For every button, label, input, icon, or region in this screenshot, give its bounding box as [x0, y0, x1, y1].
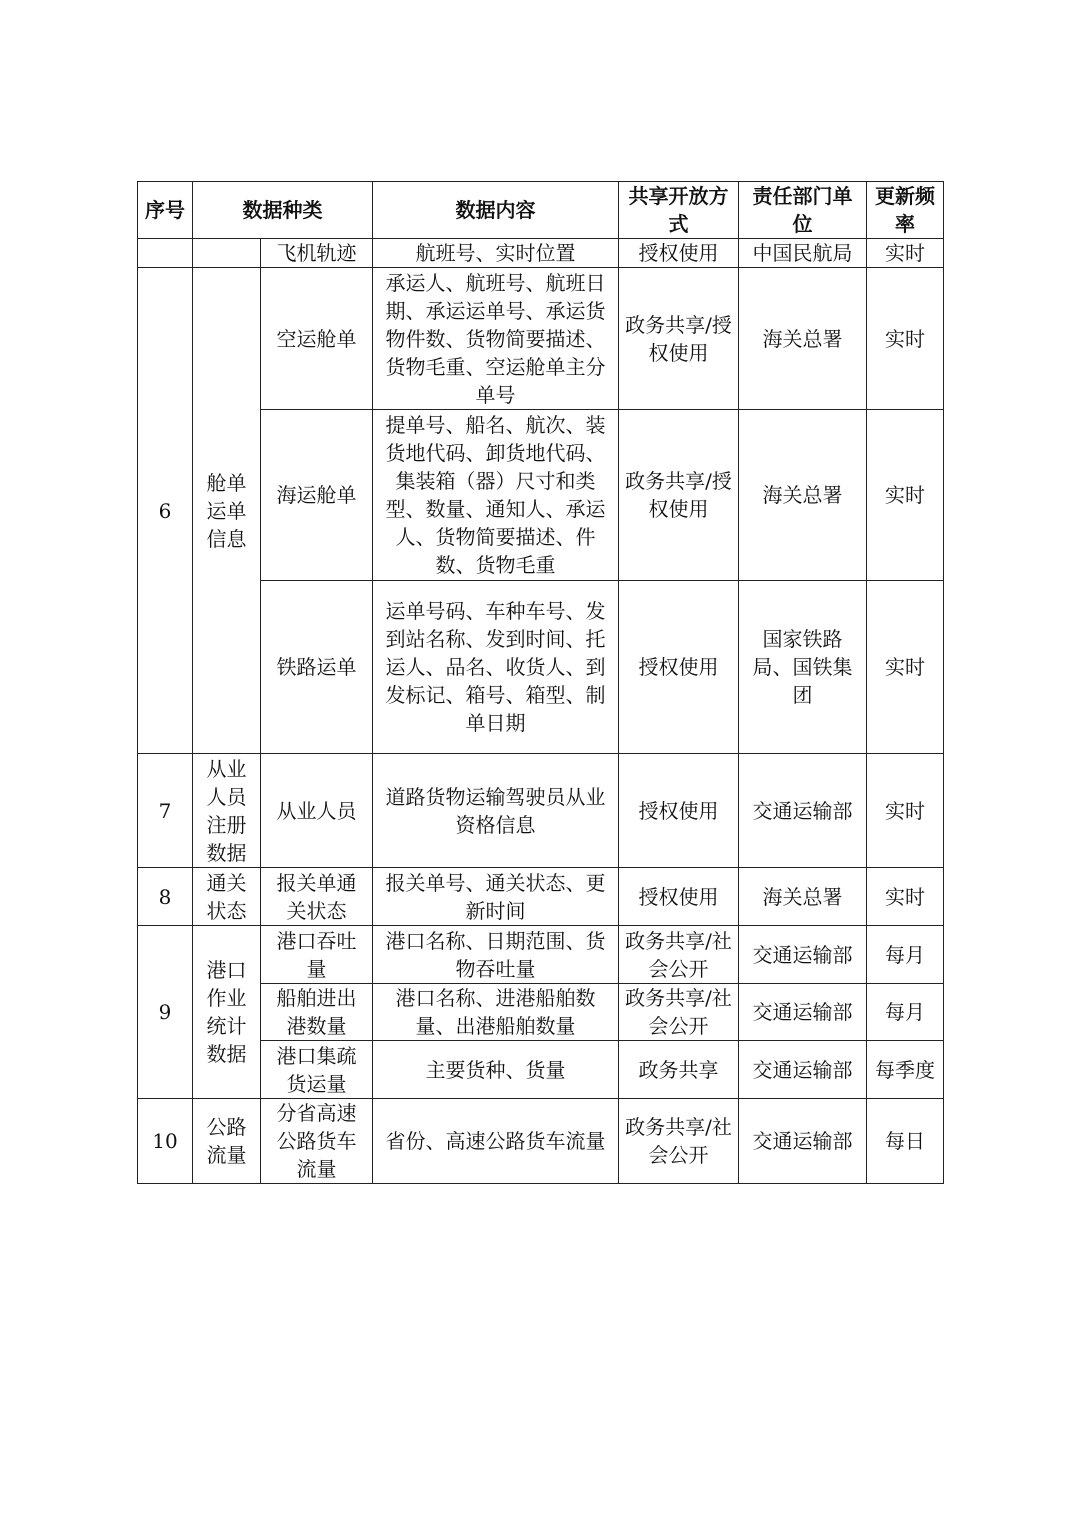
frequency-cell: 实时 [867, 581, 944, 754]
subcategory-cell: 海运舱单 [261, 410, 373, 581]
department-cell: 交通运输部 [739, 984, 867, 1041]
table-row [138, 239, 944, 268]
header-sharing: 共享开放方式 [619, 182, 739, 239]
frequency-cell: 每季度 [867, 1041, 944, 1099]
frequency-cell: 每月 [867, 926, 944, 984]
table-row [138, 926, 944, 984]
header-row [138, 182, 944, 239]
department-cell: 中国民航局 [739, 239, 867, 268]
department-cell: 国家铁路局、国铁集团 [739, 581, 867, 754]
sharing-cell: 授权使用 [619, 868, 739, 926]
category-cell [193, 239, 261, 268]
header-category: 数据种类 [193, 182, 373, 239]
subcategory-cell: 从业人员 [261, 754, 373, 868]
sharing-cell: 政务共享/社会公开 [619, 984, 739, 1041]
frequency-cell: 每月 [867, 984, 944, 1041]
frequency-cell: 实时 [867, 868, 944, 926]
seq-cell: 9 [138, 926, 193, 1099]
seq-cell [138, 239, 193, 268]
content-cell: 省份、高速公路货车流量 [373, 1099, 619, 1184]
sharing-cell: 授权使用 [619, 581, 739, 754]
department-cell: 交通运输部 [739, 926, 867, 984]
table-row [138, 1099, 944, 1184]
sharing-cell: 政务共享/授权使用 [619, 410, 739, 581]
seq-cell: 8 [138, 868, 193, 926]
subcategory-cell: 铁路运单 [261, 581, 373, 754]
header-department: 责任部门单位 [739, 182, 867, 239]
subcategory-cell: 港口集疏货运量 [261, 1041, 373, 1099]
category-cell: 从业人员注册数据 [193, 754, 261, 868]
frequency-cell: 实时 [867, 754, 944, 868]
department-cell: 交通运输部 [739, 1099, 867, 1184]
department-cell: 海关总署 [739, 268, 867, 410]
seq-cell: 6 [138, 268, 193, 754]
category-cell: 通关状态 [193, 868, 261, 926]
table-row [138, 268, 944, 410]
subcategory-cell: 飞机轨迹 [261, 239, 373, 268]
sharing-cell: 政务共享/社会公开 [619, 926, 739, 984]
content-cell: 道路货物运输驾驶员从业资格信息 [373, 754, 619, 868]
content-cell: 承运人、航班号、航班日期、承运运单号、承运货物件数、货物简要描述、货物毛重、空运舱单主分单号 [373, 268, 619, 410]
frequency-cell: 每日 [867, 1099, 944, 1184]
content-cell: 报关单号、通关状态、更新时间 [373, 868, 619, 926]
subcategory-cell: 报关单通关状态 [261, 868, 373, 926]
subcategory-cell: 船舶进出港数量 [261, 984, 373, 1041]
table-row [138, 754, 944, 868]
sharing-cell: 授权使用 [619, 754, 739, 868]
department-cell: 交通运输部 [739, 754, 867, 868]
content-cell: 港口名称、进港船舶数量、出港船舶数量 [373, 984, 619, 1041]
content-cell: 港口名称、日期范围、货物吞吐量 [373, 926, 619, 984]
seq-cell: 7 [138, 754, 193, 868]
header-frequency: 更新频率 [867, 182, 944, 239]
department-cell: 海关总署 [739, 410, 867, 581]
frequency-cell: 实时 [867, 268, 944, 410]
subcategory-cell: 分省高速公路货车流量 [261, 1099, 373, 1184]
header-content: 数据内容 [373, 182, 619, 239]
content-cell: 主要货种、货量 [373, 1041, 619, 1099]
department-cell: 海关总署 [739, 868, 867, 926]
subcategory-cell: 空运舱单 [261, 268, 373, 410]
category-cell: 公路流量 [193, 1099, 261, 1184]
content-cell: 运单号码、车种车号、发到站名称、发到时间、托运人、品名、收货人、到发标记、箱号、箱型、制单日期 [373, 581, 619, 754]
sharing-cell: 政务共享 [619, 1041, 739, 1099]
category-cell: 港口作业统计数据 [193, 926, 261, 1099]
seq-cell: 10 [138, 1099, 193, 1184]
category-cell: 舱单运单信息 [193, 268, 261, 754]
sharing-cell: 授权使用 [619, 239, 739, 268]
content-cell: 提单号、船名、航次、装货地代码、卸货地代码、集装箱（器）尺寸和类型、数量、通知人、承运人、货物简要描述、件数、货物毛重 [373, 410, 619, 581]
frequency-cell: 实时 [867, 239, 944, 268]
sharing-cell: 政务共享/社会公开 [619, 1099, 739, 1184]
data-sharing-table [137, 181, 944, 1184]
content-cell: 航班号、实时位置 [373, 239, 619, 268]
department-cell: 交通运输部 [739, 1041, 867, 1099]
header-seq: 序号 [138, 182, 193, 239]
subcategory-cell: 港口吞吐量 [261, 926, 373, 984]
sharing-cell: 政务共享/授权使用 [619, 268, 739, 410]
table-row [138, 868, 944, 926]
frequency-cell: 实时 [867, 410, 944, 581]
